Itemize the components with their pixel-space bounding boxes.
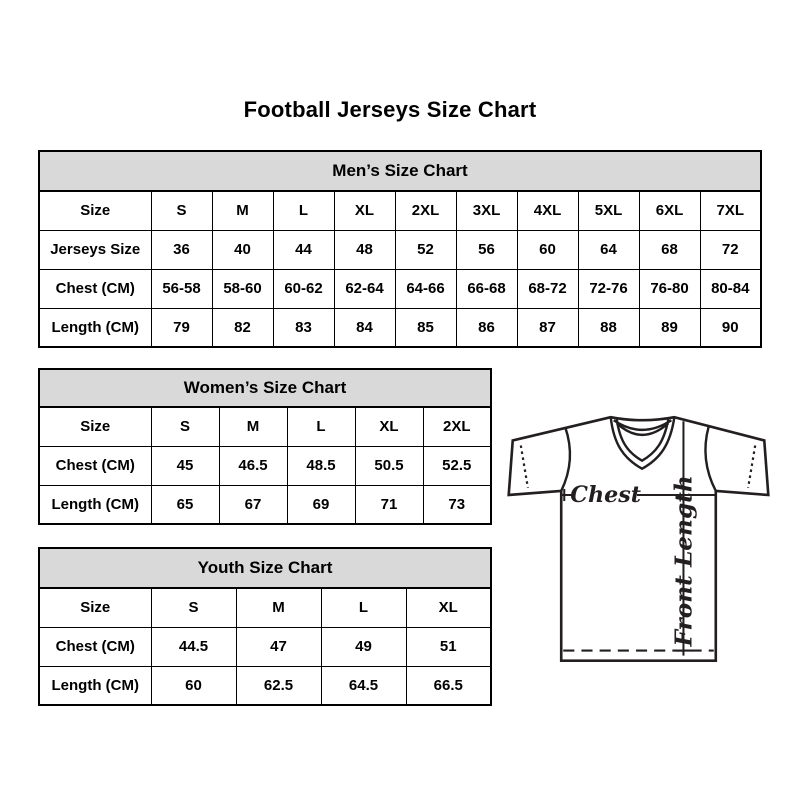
table-cell: 64.5 [321, 666, 406, 705]
page-title: Football Jerseys Size Chart [243, 97, 537, 122]
table-cell: 44 [273, 230, 334, 269]
table-cell: 46.5 [219, 446, 287, 485]
table-cell: 47 [236, 627, 321, 666]
table-cell: 80-84 [700, 269, 761, 308]
table-cell: 72-76 [578, 269, 639, 308]
table-cell: 58-60 [212, 269, 273, 308]
table-cell: 50.5 [355, 446, 423, 485]
table-cell: 64-66 [395, 269, 456, 308]
row-header: Chest (CM) [39, 269, 151, 308]
table-cell: XL [355, 407, 423, 446]
table-cell: 44.5 [151, 627, 236, 666]
table-cell: 6XL [639, 191, 700, 230]
womens-table-grid [38, 368, 492, 525]
youth-size-table [38, 547, 492, 706]
right-cuff-stitch-line [748, 445, 755, 487]
mens-table-title: Men’s Size Chart [39, 151, 761, 191]
row-header: Chest (CM) [39, 446, 151, 485]
row-header: Length (CM) [39, 308, 151, 347]
row-header: Size [39, 407, 151, 446]
table-cell: M [236, 588, 321, 627]
table-cell: 86 [456, 308, 517, 347]
table-cell: 66-68 [456, 269, 517, 308]
table-cell: 5XL [578, 191, 639, 230]
row-header: Length (CM) [39, 485, 151, 524]
table-cell: 51 [406, 627, 491, 666]
table-cell: 82 [212, 308, 273, 347]
table-cell: M [219, 407, 287, 446]
table-cell: 68 [639, 230, 700, 269]
table-cell: XL [334, 191, 395, 230]
mens-size-table [38, 150, 762, 348]
womens-size-table [38, 368, 492, 525]
table-cell: 56 [456, 230, 517, 269]
row-header: Jerseys Size [39, 230, 151, 269]
table-cell: 76-80 [639, 269, 700, 308]
table-cell: XL [406, 588, 491, 627]
table-cell: 64 [578, 230, 639, 269]
table-cell: 89 [639, 308, 700, 347]
table-cell: M [212, 191, 273, 230]
row-header: Chest (CM) [39, 627, 151, 666]
table-cell: L [287, 407, 355, 446]
table-cell: 67 [219, 485, 287, 524]
chest-label: Chest [570, 482, 642, 509]
table-cell: 85 [395, 308, 456, 347]
table-cell: 79 [151, 308, 212, 347]
table-cell: 87 [517, 308, 578, 347]
table-cell: 2XL [423, 407, 491, 446]
table-cell: 48.5 [287, 446, 355, 485]
table-cell: 7XL [700, 191, 761, 230]
right-armhole-seam [705, 426, 715, 491]
table-cell: 66.5 [406, 666, 491, 705]
jersey-measurement-diagram [500, 396, 776, 694]
table-cell: S [151, 588, 236, 627]
table-cell: 52 [395, 230, 456, 269]
table-cell: 69 [287, 485, 355, 524]
row-header: Size [39, 588, 151, 627]
table-cell: 52.5 [423, 446, 491, 485]
jersey-body-outline [509, 417, 769, 660]
table-cell: 36 [151, 230, 212, 269]
table-cell: 68-72 [517, 269, 578, 308]
table-cell: 83 [273, 308, 334, 347]
youth-table-grid [38, 547, 492, 706]
table-cell: 60 [151, 666, 236, 705]
table-cell: 48 [334, 230, 395, 269]
table-cell: 62.5 [236, 666, 321, 705]
front-length-label: Front Length [670, 475, 698, 647]
table-cell: 72 [700, 230, 761, 269]
womens-table-title: Women’s Size Chart [39, 369, 491, 407]
table-cell: 84 [334, 308, 395, 347]
table-cell: 3XL [456, 191, 517, 230]
table-cell: L [321, 588, 406, 627]
table-cell: 90 [700, 308, 761, 347]
table-cell: 56-58 [151, 269, 212, 308]
table-cell: 73 [423, 485, 491, 524]
table-cell: 60-62 [273, 269, 334, 308]
jersey-illustration [500, 396, 776, 694]
table-cell: 4XL [517, 191, 578, 230]
table-cell: S [151, 191, 212, 230]
youth-table-title: Youth Size Chart [39, 548, 491, 588]
table-cell: 88 [578, 308, 639, 347]
mens-table-grid [38, 150, 762, 348]
left-cuff-stitch-line [521, 445, 528, 487]
table-cell: S [151, 407, 219, 446]
table-cell: 49 [321, 627, 406, 666]
table-cell: 65 [151, 485, 219, 524]
row-header: Length (CM) [39, 666, 151, 705]
table-cell: 40 [212, 230, 273, 269]
row-header: Size [39, 191, 151, 230]
table-cell: 60 [517, 230, 578, 269]
table-cell: 71 [355, 485, 423, 524]
table-cell: L [273, 191, 334, 230]
table-cell: 2XL [395, 191, 456, 230]
table-cell: 62-64 [334, 269, 395, 308]
left-armhole-seam [561, 427, 570, 491]
table-cell: 45 [151, 446, 219, 485]
